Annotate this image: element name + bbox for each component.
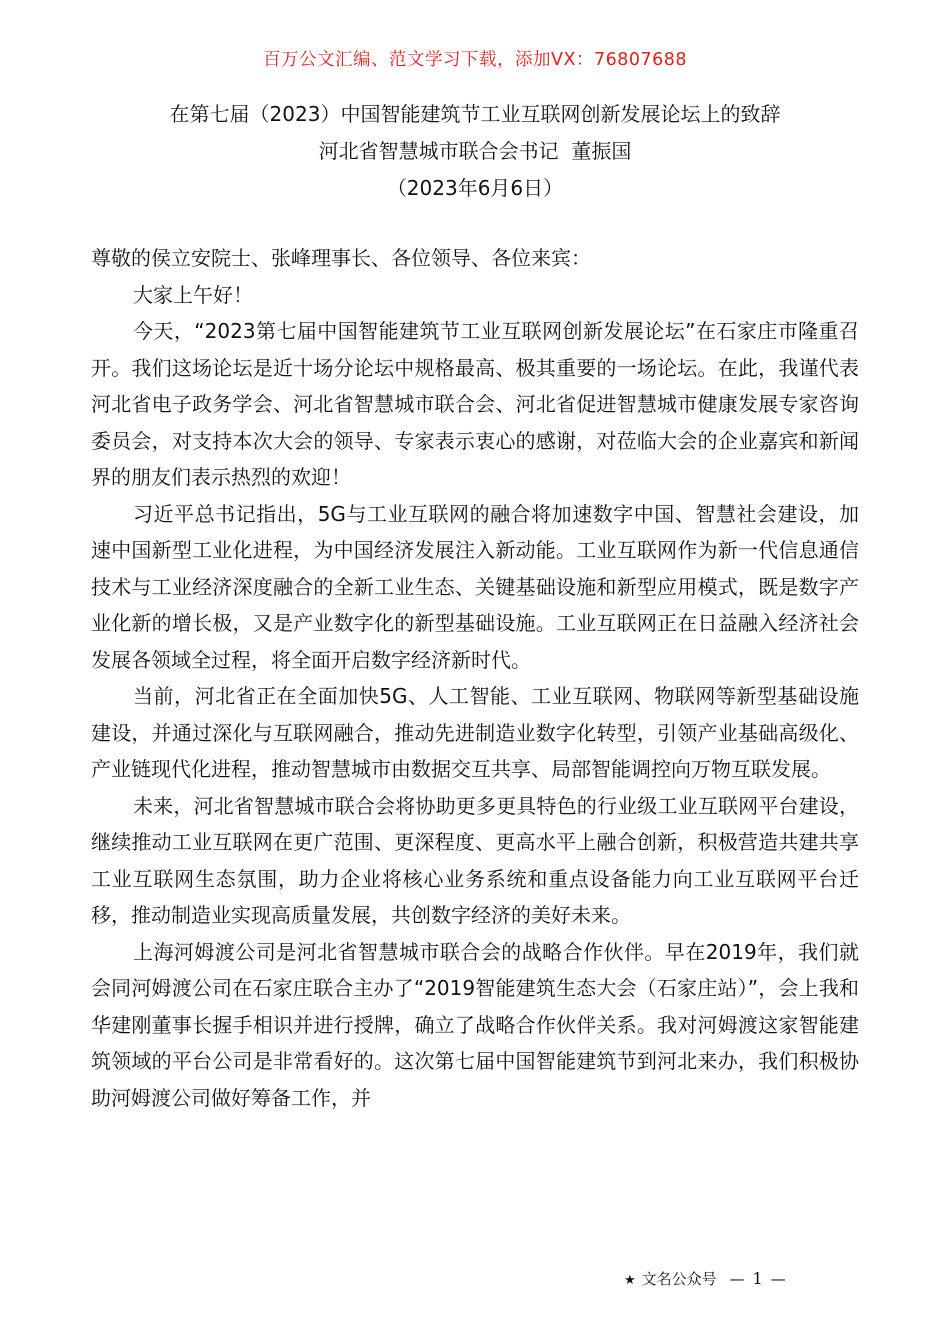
paragraph: 今天，“2023第七届中国智能建筑节工业互联网创新发展论坛”在石家庄市隆重召开。我们这场论坛是近十场分论坛中规格最高、极其重要的一场论坛。在此，我谨代表河北省电子政务学会、河北省智慧城市联合会、河北省促进智慧城市健康发展专家咨询委员会，对支持本次大会的领导、专家表示衷心的感谢，对莅临大会的企业嘉宾和新闻界的朋友们表示热烈的欢迎！ <box>91 319 859 489</box>
footer-dash-right: — <box>770 1270 786 1288</box>
document-body <box>91 240 859 1116</box>
paragraph: 未来，河北省智慧城市联合会将协助更多更具特色的行业级工业互联网平台建设，继续推动工业互联网在更广范围、更深程度、更高水平上融合创新，积极营造共建共享工业互联网生态氛围，助力企业将核心业务系统和重点设备能力向工业互联网平台迁移，推动制造业实现高质量发展，共创数字经济的美好未来。 <box>91 793 859 927</box>
page-number: 1 <box>752 1269 763 1288</box>
paragraph: 当前，河北省正在全面加快5G、人工智能、工业互联网、物联网等新型基础设施建设，并通过深化与互联网融合，推动先进制造业数字化转型，引领产业基础高级化、产业链现代化进程，推动智慧城市由数据交互共享、局部智能调控向万物互联发展。 <box>91 684 859 781</box>
greeting: 大家上午好！ <box>133 282 253 307</box>
paragraph: 上海河姆渡公司是河北省智慧城市联合会的战略合作伙伴。早在2019年，我们就会同河姆渡公司在石家庄联合主办了“2019智能建筑生态大会（石家庄站）”，会上我和华建刚董事长握手相识并进行授牌，确立了战略合作伙伴关系。我对河姆渡这家智能建筑领域的平台公司是非常看好的。这次第七届中国智能建筑节到河北来办，我们积极协助河姆渡公司做好筹备工作，并 <box>91 939 859 1110</box>
star-icon: ★ <box>624 1273 636 1288</box>
promo-banner: 百万公文汇编、范文学习下载，添加VX：76807688 <box>262 50 688 70</box>
footer-dash-left: — <box>729 1270 745 1288</box>
date-line: （2023年6月6日） <box>386 176 564 200</box>
document-title: 在第七届（2023）中国智能建筑节工业互联网创新发展论坛上的致辞 <box>169 102 781 126</box>
page-footer <box>624 1268 786 1289</box>
salutation: 尊敬的侯立安院士、张峰理事长、各位领导、各位来宾： <box>91 246 591 270</box>
footer-source: 文名公众号 <box>641 1270 717 1288</box>
paragraph: 习近平总书记指出，5G与工业互联网的融合将加速数字中国、智慧社会建设，加速中国新型工业化进程，为中国经济发展注入新动能。工业互联网作为新一代信息通信技术与工业经济深度融合的全新工业生态、关键基础设施和新型应用模式，既是数字产业化新的增长极，又是产业数字化的新型基础设施。工业互联网正在日益融入经济社会发展各领域全过程，将全面开启数字经济新时代。 <box>91 501 859 672</box>
speaker-line: 河北省智慧城市联合会书记 董振国 <box>318 139 632 163</box>
title-block <box>0 96 950 207</box>
